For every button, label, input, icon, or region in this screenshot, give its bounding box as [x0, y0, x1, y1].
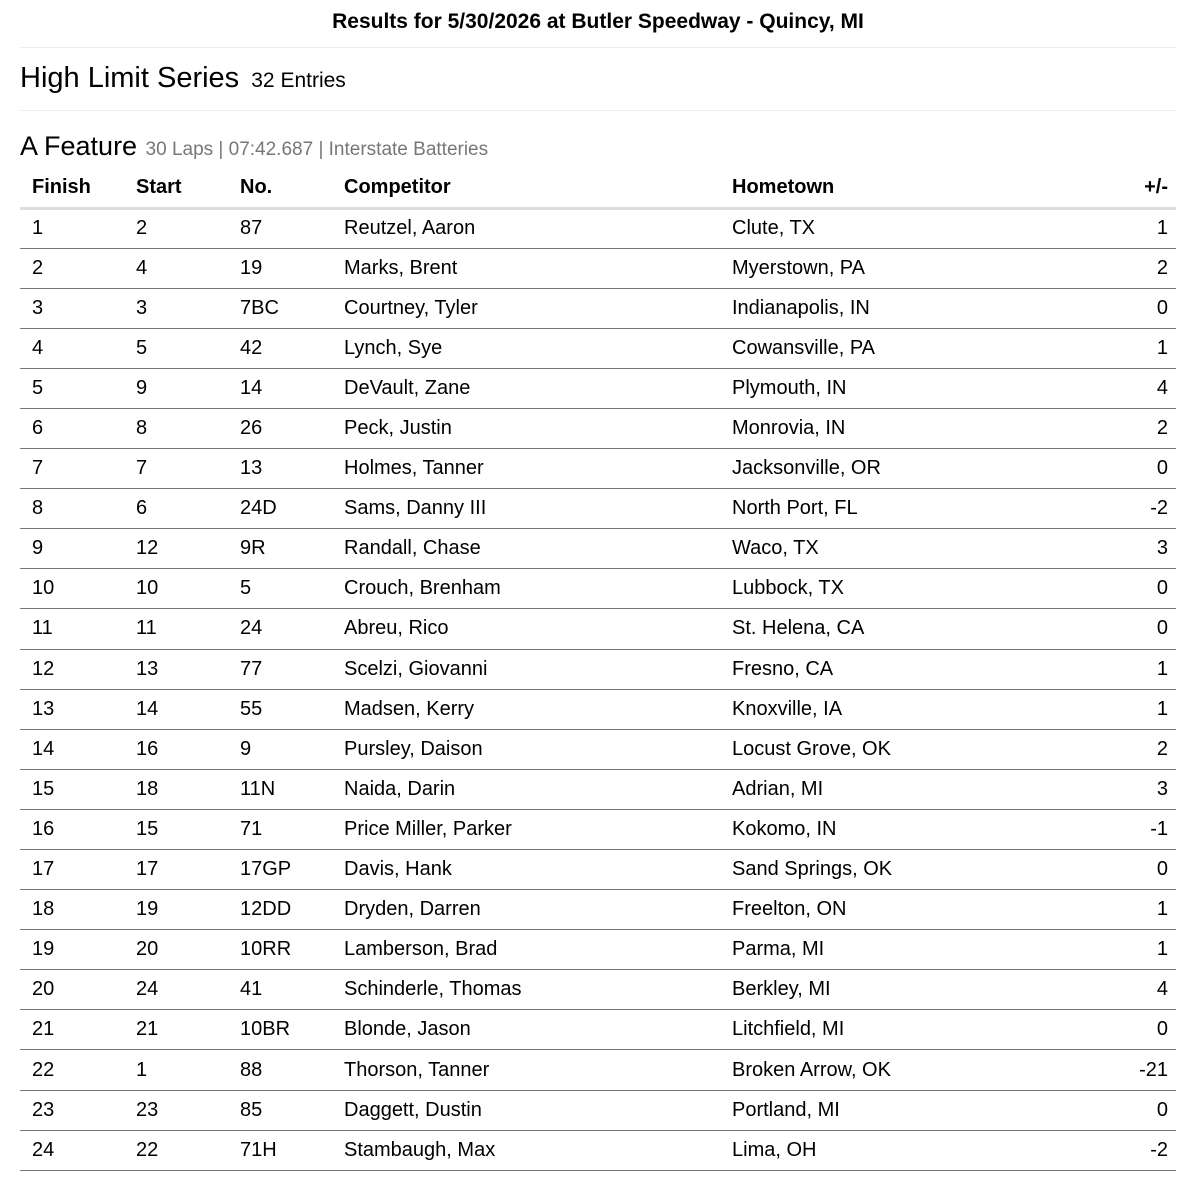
finish-cell: 20	[20, 970, 124, 1010]
hometown-cell: Litchfield, MI	[720, 1010, 1100, 1050]
table-row	[20, 649, 1176, 689]
competitor-cell: Abreu, Rico	[332, 609, 720, 649]
finish-cell: 14	[20, 729, 124, 769]
hometown-cell: Parma, MI	[720, 930, 1100, 970]
plus-minus-cell: 1	[1100, 689, 1176, 729]
table-row	[20, 208, 1176, 248]
finish-cell: 21	[20, 1010, 124, 1050]
plus-minus-cell: 4	[1100, 368, 1176, 408]
table-row	[20, 569, 1176, 609]
car-number-cell: 26	[228, 408, 332, 448]
column-header-finish: Finish	[20, 169, 124, 208]
hometown-cell: Knoxville, IA	[720, 689, 1100, 729]
plus-minus-cell: -1	[1100, 809, 1176, 849]
start-cell: 10	[124, 569, 228, 609]
column-header-competitor: Competitor	[332, 169, 720, 208]
car-number-cell: 71H	[228, 1130, 332, 1170]
plus-minus-cell: -21	[1100, 1050, 1176, 1090]
series-name: High Limit Series	[20, 62, 240, 94]
competitor-cell: Courtney, Tyler	[332, 288, 720, 328]
series-entries: 32 Entries	[251, 69, 346, 92]
column-header-plus-minus: +/-	[1100, 169, 1176, 208]
competitor-cell: DeVault, Zane	[332, 368, 720, 408]
car-number-cell: 17GP	[228, 850, 332, 890]
plus-minus-cell: 3	[1100, 529, 1176, 569]
event-title-bar	[20, 0, 1176, 48]
competitor-cell: Sams, Danny III	[332, 489, 720, 529]
hometown-cell: St. Helena, CA	[720, 609, 1100, 649]
table-row	[20, 1050, 1176, 1090]
start-cell: 5	[124, 328, 228, 368]
start-cell: 2	[124, 208, 228, 248]
plus-minus-cell: 2	[1100, 729, 1176, 769]
competitor-cell: Pursley, Daison	[332, 729, 720, 769]
finish-cell: 3	[20, 288, 124, 328]
start-cell: 23	[124, 1090, 228, 1130]
start-cell: 18	[124, 769, 228, 809]
start-cell: 20	[124, 930, 228, 970]
start-cell: 13	[124, 649, 228, 689]
table-row	[20, 529, 1176, 569]
competitor-cell: Thorson, Tanner	[332, 1050, 720, 1090]
hometown-cell: Waco, TX	[720, 529, 1100, 569]
car-number-cell: 13	[228, 449, 332, 489]
plus-minus-cell: 1	[1100, 208, 1176, 248]
plus-minus-cell: 0	[1100, 1010, 1176, 1050]
car-number-cell: 71	[228, 809, 332, 849]
hometown-cell: Berkley, MI	[720, 970, 1100, 1010]
car-number-cell: 9R	[228, 529, 332, 569]
start-cell: 11	[124, 609, 228, 649]
results-page	[20, 0, 1176, 111]
plus-minus-cell: 1	[1100, 890, 1176, 930]
hometown-cell: Locust Grove, OK	[720, 729, 1100, 769]
competitor-cell: Peck, Justin	[332, 408, 720, 448]
table-row	[20, 288, 1176, 328]
start-cell: 3	[124, 288, 228, 328]
start-cell: 17	[124, 850, 228, 890]
finish-cell: 22	[20, 1050, 124, 1090]
plus-minus-cell: 4	[1100, 970, 1176, 1010]
finish-cell: 24	[20, 1130, 124, 1170]
hometown-cell: North Port, FL	[720, 489, 1100, 529]
table-row	[20, 489, 1176, 529]
start-cell: 24	[124, 970, 228, 1010]
table-row	[20, 408, 1176, 448]
results-body	[20, 208, 1176, 1170]
car-number-cell: 10BR	[228, 1010, 332, 1050]
start-cell: 16	[124, 729, 228, 769]
finish-cell: 4	[20, 328, 124, 368]
start-cell: 21	[124, 1010, 228, 1050]
plus-minus-cell: 1	[1100, 930, 1176, 970]
competitor-cell: Crouch, Brenham	[332, 569, 720, 609]
competitor-cell: Davis, Hank	[332, 850, 720, 890]
competitor-cell: Blonde, Jason	[332, 1010, 720, 1050]
start-cell: 15	[124, 809, 228, 849]
competitor-cell: Reutzel, Aaron	[332, 208, 720, 248]
plus-minus-cell: 2	[1100, 408, 1176, 448]
plus-minus-cell: 0	[1100, 449, 1176, 489]
finish-cell: 7	[20, 449, 124, 489]
table-row	[20, 729, 1176, 769]
car-number-cell: 11N	[228, 769, 332, 809]
results-table	[20, 169, 1176, 1171]
competitor-cell: Schinderle, Thomas	[332, 970, 720, 1010]
table-row	[20, 1130, 1176, 1170]
finish-cell: 10	[20, 569, 124, 609]
finish-cell: 23	[20, 1090, 124, 1130]
hometown-cell: Indianapolis, IN	[720, 288, 1100, 328]
car-number-cell: 55	[228, 689, 332, 729]
car-number-cell: 10RR	[228, 930, 332, 970]
hometown-cell: Fresno, CA	[720, 649, 1100, 689]
table-row	[20, 970, 1176, 1010]
finish-cell: 17	[20, 850, 124, 890]
finish-cell: 9	[20, 529, 124, 569]
finish-cell: 5	[20, 368, 124, 408]
car-number-cell: 24	[228, 609, 332, 649]
plus-minus-cell: 1	[1100, 649, 1176, 689]
plus-minus-cell: 0	[1100, 850, 1176, 890]
finish-cell: 16	[20, 809, 124, 849]
hometown-cell: Broken Arrow, OK	[720, 1050, 1100, 1090]
column-header-number: No.	[228, 169, 332, 208]
start-cell: 4	[124, 248, 228, 288]
start-cell: 6	[124, 489, 228, 529]
start-cell: 12	[124, 529, 228, 569]
plus-minus-cell: 1	[1100, 328, 1176, 368]
car-number-cell: 42	[228, 328, 332, 368]
car-number-cell: 14	[228, 368, 332, 408]
start-cell: 8	[124, 408, 228, 448]
finish-cell: 12	[20, 649, 124, 689]
competitor-cell: Lamberson, Brad	[332, 930, 720, 970]
competitor-cell: Randall, Chase	[332, 529, 720, 569]
start-cell: 14	[124, 689, 228, 729]
finish-cell: 19	[20, 930, 124, 970]
plus-minus-cell: 2	[1100, 248, 1176, 288]
car-number-cell: 41	[228, 970, 332, 1010]
finish-cell: 15	[20, 769, 124, 809]
plus-minus-cell: 0	[1100, 288, 1176, 328]
competitor-cell: Price Miller, Parker	[332, 809, 720, 849]
hometown-cell: Lubbock, TX	[720, 569, 1100, 609]
competitor-cell: Lynch, Sye	[332, 328, 720, 368]
hometown-cell: Kokomo, IN	[720, 809, 1100, 849]
plus-minus-cell: 0	[1100, 569, 1176, 609]
car-number-cell: 88	[228, 1050, 332, 1090]
plus-minus-cell: 3	[1100, 769, 1176, 809]
plus-minus-cell: -2	[1100, 1130, 1176, 1170]
car-number-cell: 12DD	[228, 890, 332, 930]
car-number-cell: 77	[228, 649, 332, 689]
start-cell: 19	[124, 890, 228, 930]
finish-cell: 18	[20, 890, 124, 930]
table-row	[20, 689, 1176, 729]
column-header-start: Start	[124, 169, 228, 208]
table-row	[20, 609, 1176, 649]
series-title	[20, 62, 346, 95]
series-header	[20, 48, 1176, 111]
car-number-cell: 7BC	[228, 288, 332, 328]
table-row	[20, 1090, 1176, 1130]
start-cell: 1	[124, 1050, 228, 1090]
car-number-cell: 24D	[228, 489, 332, 529]
feature-meta: 30 Laps | 07:42.687 | Interstate Batteries	[145, 139, 489, 160]
start-cell: 22	[124, 1130, 228, 1170]
car-number-cell: 5	[228, 569, 332, 609]
finish-cell: 6	[20, 408, 124, 448]
hometown-cell: Sand Springs, OK	[720, 850, 1100, 890]
plus-minus-cell: 0	[1100, 609, 1176, 649]
table-row	[20, 1010, 1176, 1050]
start-cell: 7	[124, 449, 228, 489]
start-cell: 9	[124, 368, 228, 408]
hometown-cell: Cowansville, PA	[720, 328, 1100, 368]
car-number-cell: 19	[228, 248, 332, 288]
hometown-cell: Freelton, ON	[720, 890, 1100, 930]
table-row	[20, 850, 1176, 890]
hometown-cell: Jacksonville, OR	[720, 449, 1100, 489]
hometown-cell: Plymouth, IN	[720, 368, 1100, 408]
table-row	[20, 890, 1176, 930]
car-number-cell: 87	[228, 208, 332, 248]
hometown-cell: Lima, OH	[720, 1130, 1100, 1170]
finish-cell: 11	[20, 609, 124, 649]
competitor-cell: Daggett, Dustin	[332, 1090, 720, 1130]
competitor-cell: Scelzi, Giovanni	[332, 649, 720, 689]
table-row	[20, 368, 1176, 408]
hometown-cell: Adrian, MI	[720, 769, 1100, 809]
table-row	[20, 449, 1176, 489]
competitor-cell: Madsen, Kerry	[332, 689, 720, 729]
hometown-cell: Myerstown, PA	[720, 248, 1100, 288]
competitor-cell: Marks, Brent	[332, 248, 720, 288]
competitor-cell: Dryden, Darren	[332, 890, 720, 930]
hometown-cell: Clute, TX	[720, 208, 1100, 248]
table-row	[20, 328, 1176, 368]
feature-header	[20, 131, 488, 162]
finish-cell: 2	[20, 248, 124, 288]
competitor-cell: Naida, Darin	[332, 769, 720, 809]
car-number-cell: 85	[228, 1090, 332, 1130]
finish-cell: 8	[20, 489, 124, 529]
table-row	[20, 809, 1176, 849]
table-row	[20, 248, 1176, 288]
competitor-cell: Holmes, Tanner	[332, 449, 720, 489]
event-title: Results for 5/30/2026 at Butler Speedway - Quincy, MI	[332, 10, 864, 33]
finish-cell: 13	[20, 689, 124, 729]
column-header-hometown: Hometown	[720, 169, 1100, 208]
finish-cell: 1	[20, 208, 124, 248]
competitor-cell: Stambaugh, Max	[332, 1130, 720, 1170]
table-row	[20, 769, 1176, 809]
feature-name: A Feature	[20, 131, 138, 161]
plus-minus-cell: 0	[1100, 1090, 1176, 1130]
plus-minus-cell: -2	[1100, 489, 1176, 529]
hometown-cell: Portland, MI	[720, 1090, 1100, 1130]
hometown-cell: Monrovia, IN	[720, 408, 1100, 448]
car-number-cell: 9	[228, 729, 332, 769]
table-header-row	[20, 169, 1176, 208]
table-row	[20, 930, 1176, 970]
